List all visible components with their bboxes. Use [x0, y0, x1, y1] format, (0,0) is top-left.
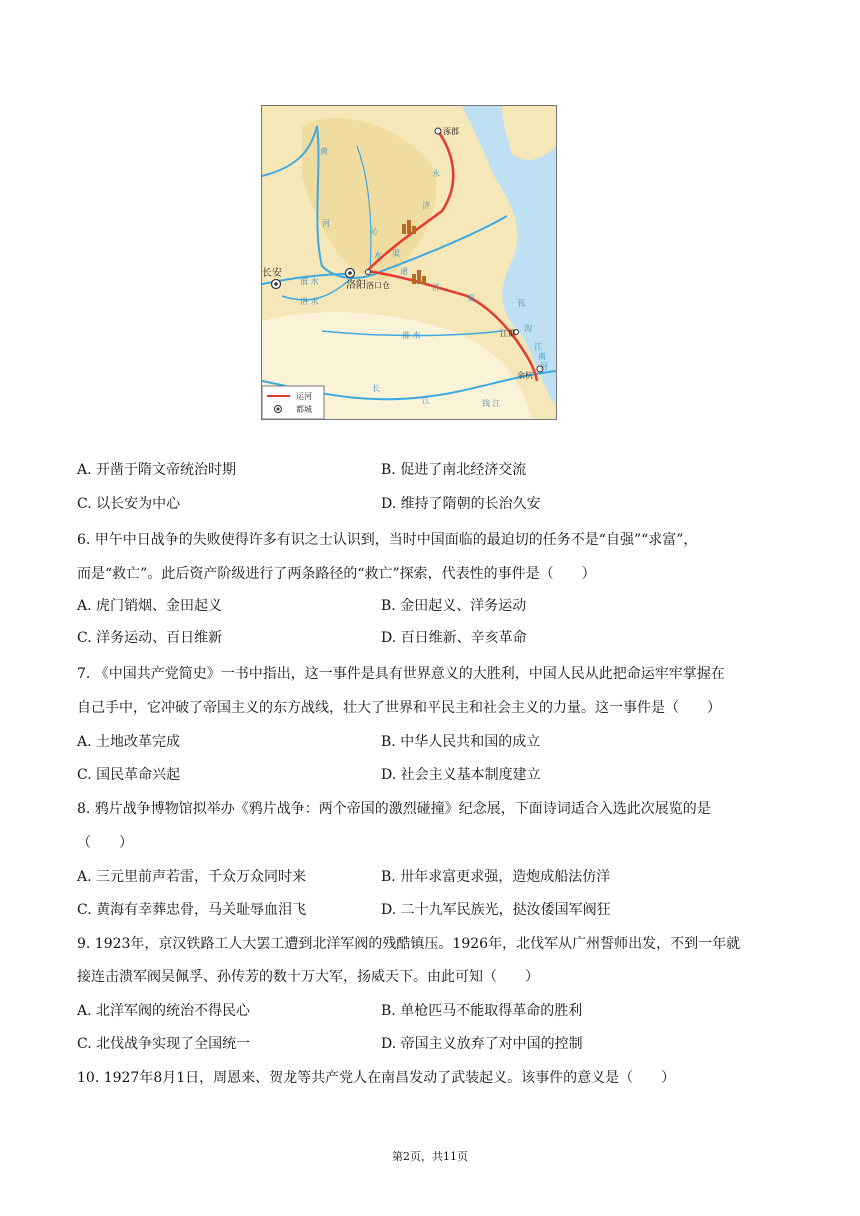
river-label-qin-shui: 水: [374, 251, 382, 260]
river-label-huai: 淮 水: [402, 331, 421, 340]
canal-label-jiangnan-1: 江: [534, 342, 542, 351]
q6-option-a[interactable]: A. 虎门销烟、金田起义: [77, 598, 223, 614]
q7-option-a[interactable]: A. 土地改革完成: [77, 734, 181, 750]
q7-option-b[interactable]: B. 中华人民共和国的成立: [381, 734, 541, 750]
q9-stem-line-2: 接连击溃军阀吴佩孚、孙传芳的数十万大军，扬威天下。由此可知（ ）: [77, 969, 539, 985]
q7-option-row-2: [77, 765, 541, 785]
river-label-jiang: 江: [422, 396, 430, 405]
city-label-luoyang: 洛阳: [346, 280, 366, 291]
river-label-qin: 沁: [370, 227, 378, 236]
q6-option-row-1: [77, 596, 527, 616]
q9-stem-line-1: 9. 1923年，京汉铁路工人大罢工遭到北洋军阀的残酷镇压。1926年，北伐军从广州誓师出发，不到一年就: [77, 936, 741, 952]
q8-option-c[interactable]: C. 黄海有幸葬忠骨，马关耻辱血泪飞: [77, 902, 307, 918]
q5-option-c[interactable]: C. 以长安为中心: [77, 496, 181, 512]
q9-option-row-2: [77, 1034, 583, 1054]
legend-capital-icon-dot: [277, 408, 280, 411]
q8-option-row-2: [77, 900, 611, 920]
q8-stem-line-1: 8. 鸦片战争博物馆拟举办《鸦片战争：两个帝国的激烈碰撞》纪念展，下面诗词适合入选此次展览的是: [77, 801, 711, 817]
q9-option-row-1: [77, 1001, 583, 1021]
q7-option-row-1: [77, 732, 541, 752]
city-label-jiangdu: 江都: [500, 329, 516, 338]
q9-option-b[interactable]: B. 单枪匹马不能取得革命的胜利: [381, 1003, 583, 1019]
canal-label-tongqu: 渠: [467, 294, 475, 303]
river-label-he: 河: [322, 219, 330, 228]
q5-option-row-2: [77, 494, 541, 514]
river-label-qiantang: 钱 江: [482, 399, 501, 408]
canal-label-gou: 沟: [524, 324, 532, 333]
legend-capital-label: 都城: [296, 405, 312, 414]
page-footer: 第2页，共11页: [392, 1150, 468, 1163]
canal-label-yongqu: 渠: [392, 249, 400, 258]
q7-stem-line-2: 自己手中，它冲破了帝国主义的东方战线，壮大了世界和平民主和社会主义的力量。这一事件是（ ）: [77, 700, 721, 716]
grand-canal-map: [261, 105, 557, 420]
q8-option-row-1: [77, 867, 611, 887]
q5-option-a[interactable]: A. 开凿于隋文帝统治时期: [77, 462, 237, 478]
legend-box: [262, 386, 324, 419]
map-graphic: [262, 106, 556, 419]
q5-option-b[interactable]: B. 促进了南北经济交流: [381, 462, 527, 478]
q9-option-c[interactable]: C. 北伐战争实现了全国统一: [77, 1036, 251, 1052]
canal-label-jiangnan-3: 河: [540, 362, 548, 371]
q10-stem-line-1: 10. 1927年8月1日，周恩来、贺龙等共产党人在南昌发动了武装起义。该事件的意义是（ ）: [77, 1070, 676, 1086]
legend-canal-label: 运河: [296, 392, 312, 401]
q6-option-row-2: [77, 628, 527, 648]
q6-option-c[interactable]: C. 洋务运动、百日维新: [77, 630, 223, 646]
city-label-yuhang: 余杭: [517, 371, 533, 380]
canal-label-yongji: 济: [422, 201, 430, 210]
luoyang-marker-dot: [348, 271, 352, 275]
q9-option-d[interactable]: D. 帝国主义放弃了对中国的控制: [381, 1036, 583, 1052]
q9-option-a[interactable]: A. 北洋军阀的统治不得民心: [77, 1003, 251, 1019]
river-label-huang: 黄: [320, 147, 328, 156]
q5-option-d[interactable]: D. 维持了隋朝的长治久安: [381, 496, 541, 512]
q7-option-d[interactable]: D. 社会主义基本制度建立: [381, 767, 541, 783]
city-label-zhuo: 涿郡: [443, 127, 459, 136]
river-label-chang: 长: [372, 384, 380, 393]
canal-label-jiangnan-2: 南: [538, 352, 546, 361]
luokoucang-marker: [366, 270, 371, 275]
q6-stem-line-2: 而是“救亡”。此后资产阶级进行了两条路径的“救亡”探索，代表性的事件是（ ）: [77, 566, 596, 582]
granary-icon: [412, 270, 426, 284]
q6-stem-line-1: 6. 甲午中日战争的失败使得许多有识之士认识到，当时中国面临的最迫切的任务不是“自强”“求富”，: [77, 532, 698, 548]
city-label-changan: 长安: [262, 268, 282, 279]
q8-option-d[interactable]: D. 二十九军民族光，挞汝倭国军阀狂: [381, 902, 611, 918]
q6-option-d[interactable]: D. 百日维新、辛亥革命: [381, 630, 527, 646]
q8-option-b[interactable]: B. 卅年求富更求强，造炮成船法仿洋: [381, 869, 611, 885]
q5-option-row-1: [77, 460, 527, 480]
q8-option-a[interactable]: A. 三元里前声若雷，千众万众同时来: [77, 869, 307, 885]
canal-label-yong: 永: [432, 169, 440, 178]
river-label-wei: 渭 水: [300, 277, 319, 286]
q8-stem-line-2: （ ）: [77, 835, 133, 851]
canal-label-han: 邗: [517, 299, 525, 308]
q6-option-b[interactable]: B. 金田起义、洋务运动: [381, 598, 527, 614]
zhuo-marker: [435, 128, 441, 134]
river-label-luo: 洛 水: [300, 297, 319, 306]
changan-marker-dot: [274, 282, 278, 286]
q7-option-c[interactable]: C. 国民革命兴起: [77, 767, 181, 783]
city-label-luokoucang: 洛口仓: [366, 281, 390, 290]
q7-stem-line-1: 7. 《中国共产党简史》一书中指出，这一事件是具有世界意义的大胜利，中国人民从此把命运牢牢掌握在: [77, 666, 725, 682]
canal-label-tong: 通: [400, 267, 408, 276]
canal-label-tongji: 济: [432, 283, 440, 292]
